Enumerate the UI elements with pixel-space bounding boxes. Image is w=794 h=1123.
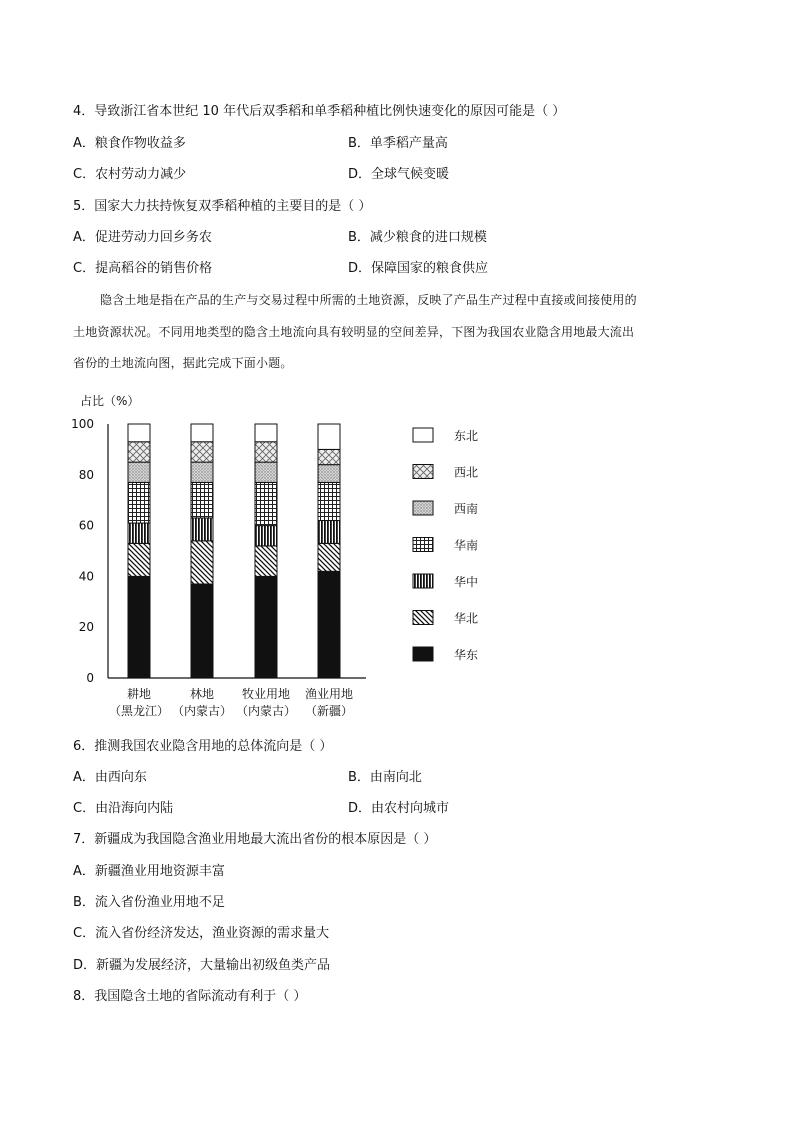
- bar-segment: [191, 518, 213, 541]
- passage-line-2: 土地资源状况。不同用地类型的隐含土地流向具有较明显的空间差异，下图为我国农业隐含用地最大流出: [73, 325, 635, 339]
- legend-label: 西北: [454, 465, 479, 480]
- bar-segment: [255, 482, 277, 525]
- bar-segment: [191, 482, 213, 518]
- q7-option-b: B．流入省份渔业用地不足: [73, 895, 225, 910]
- bar-segment: [255, 442, 277, 462]
- bar-segment: [128, 462, 150, 482]
- bar-segment: [255, 576, 277, 678]
- legend-label: 华中: [454, 575, 479, 589]
- y-tick-label: 20: [78, 620, 94, 635]
- q6-option-a: A．由西向东: [73, 770, 147, 785]
- q8-stem: 8．我国隐含土地的省际流动有利于（ ）: [73, 989, 307, 1004]
- legend-swatch: [413, 647, 433, 661]
- legend-label: 华南: [454, 538, 479, 553]
- bar-segment: [191, 541, 213, 584]
- x-tick-sublabel: （黑龙江）: [108, 704, 170, 718]
- q7-stem: 7．新疆成为我国隐含渔业用地最大流出省份的根本原因是（ ）: [73, 832, 437, 847]
- q7-option-a: A．新疆渔业用地资源丰富: [73, 864, 225, 879]
- legend-swatch: [413, 428, 433, 442]
- legend-label: 东北: [454, 429, 479, 443]
- bar-segment: [128, 523, 150, 543]
- bar-segment: [255, 424, 277, 442]
- bar-segment: [318, 424, 340, 449]
- bar-segment: [191, 424, 213, 442]
- bar-segment: [318, 521, 340, 544]
- bar-segment: [318, 543, 340, 571]
- q6-option-b: B．由南向北: [348, 770, 422, 785]
- x-tick-label: 林地: [189, 687, 215, 701]
- legend-swatch: [413, 501, 433, 515]
- x-tick-label: 渔业用地: [304, 687, 354, 701]
- q5-option-d: D．保障国家的粮食供应: [348, 261, 489, 276]
- bar-segment: [255, 462, 277, 482]
- bar-segment: [255, 526, 277, 546]
- legend-swatch: [413, 538, 433, 552]
- q4-option-d: D．全球气候变暖: [348, 167, 450, 182]
- y-tick-label: 40: [78, 569, 94, 584]
- q6-option-d: D．由农村向城市: [348, 801, 450, 816]
- passage-line-1: 隐含土地是指在产品的生产与交易过程中所需的土地资源，反映了产品生产过程中直接或间接使用的: [100, 293, 637, 307]
- x-tick-label: 牧业用地: [241, 687, 291, 701]
- y-axis-label: 占比（%）: [80, 394, 140, 408]
- q6-option-c: C．由沿海向内陆: [73, 801, 174, 816]
- q5-option-c: C．提高稻谷的销售价格: [73, 261, 213, 276]
- bar-segment: [318, 465, 340, 483]
- legend-label: 西南: [454, 502, 479, 516]
- bar-segment: [318, 482, 340, 520]
- bar-segment: [191, 462, 213, 482]
- q7-option-c: C．流入省份经济发达，渔业资源的需求量大: [73, 926, 330, 941]
- bar-segment: [191, 442, 213, 462]
- q4-stem: 4．导致浙江省本世纪 10 年代后双季稻和单季稻种植比例快速变化的原因可能是（ ）: [73, 104, 566, 119]
- q4-option-b: B．单季稻产量高: [348, 136, 448, 151]
- bar-segment: [255, 546, 277, 576]
- q7-option-d: D．新疆为发展经济，大量输出初级鱼类产品: [73, 958, 331, 973]
- y-tick-label: 80: [78, 467, 94, 482]
- y-tick-label: 60: [78, 518, 94, 533]
- q5-option-b: B．减少粮食的进口规模: [348, 230, 487, 245]
- passage-line-3: 省份的土地流向图，据此完成下面小题。: [73, 356, 293, 370]
- q5-stem: 5．国家大力扶持恢复双季稻种植的主要目的是（ ）: [73, 199, 372, 214]
- bar-segment: [318, 571, 340, 678]
- x-tick-label: 耕地: [126, 687, 152, 701]
- q5-option-a: A．促进劳动力回乡务农: [73, 230, 212, 245]
- land-flow-stacked-bar-chart: [0, 385, 560, 725]
- legend-swatch: [413, 574, 433, 588]
- legend-label: 华东: [454, 648, 479, 662]
- q6-stem: 6．推测我国农业隐含用地的总体流向是（ ）: [73, 739, 333, 754]
- legend-label: 华北: [454, 611, 479, 626]
- legend-swatch: [413, 465, 433, 479]
- bar-segment: [128, 482, 150, 523]
- legend-swatch: [413, 611, 433, 625]
- x-tick-sublabel: （内蒙古）: [171, 704, 233, 718]
- q4-option-a: A．粮食作物收益多: [73, 136, 186, 151]
- q4-option-c: C．农村劳动力减少: [73, 167, 187, 182]
- x-tick-sublabel: （内蒙古）: [235, 704, 297, 718]
- x-tick-sublabel: （新疆）: [304, 704, 354, 718]
- bar-segment: [318, 449, 340, 464]
- y-tick-label: 0: [86, 671, 94, 685]
- y-tick-label: 100: [71, 417, 94, 431]
- bar-segment: [128, 543, 150, 576]
- bar-segment: [191, 584, 213, 678]
- bar-segment: [128, 424, 150, 442]
- bar-segment: [128, 442, 150, 462]
- bar-segment: [128, 576, 150, 678]
